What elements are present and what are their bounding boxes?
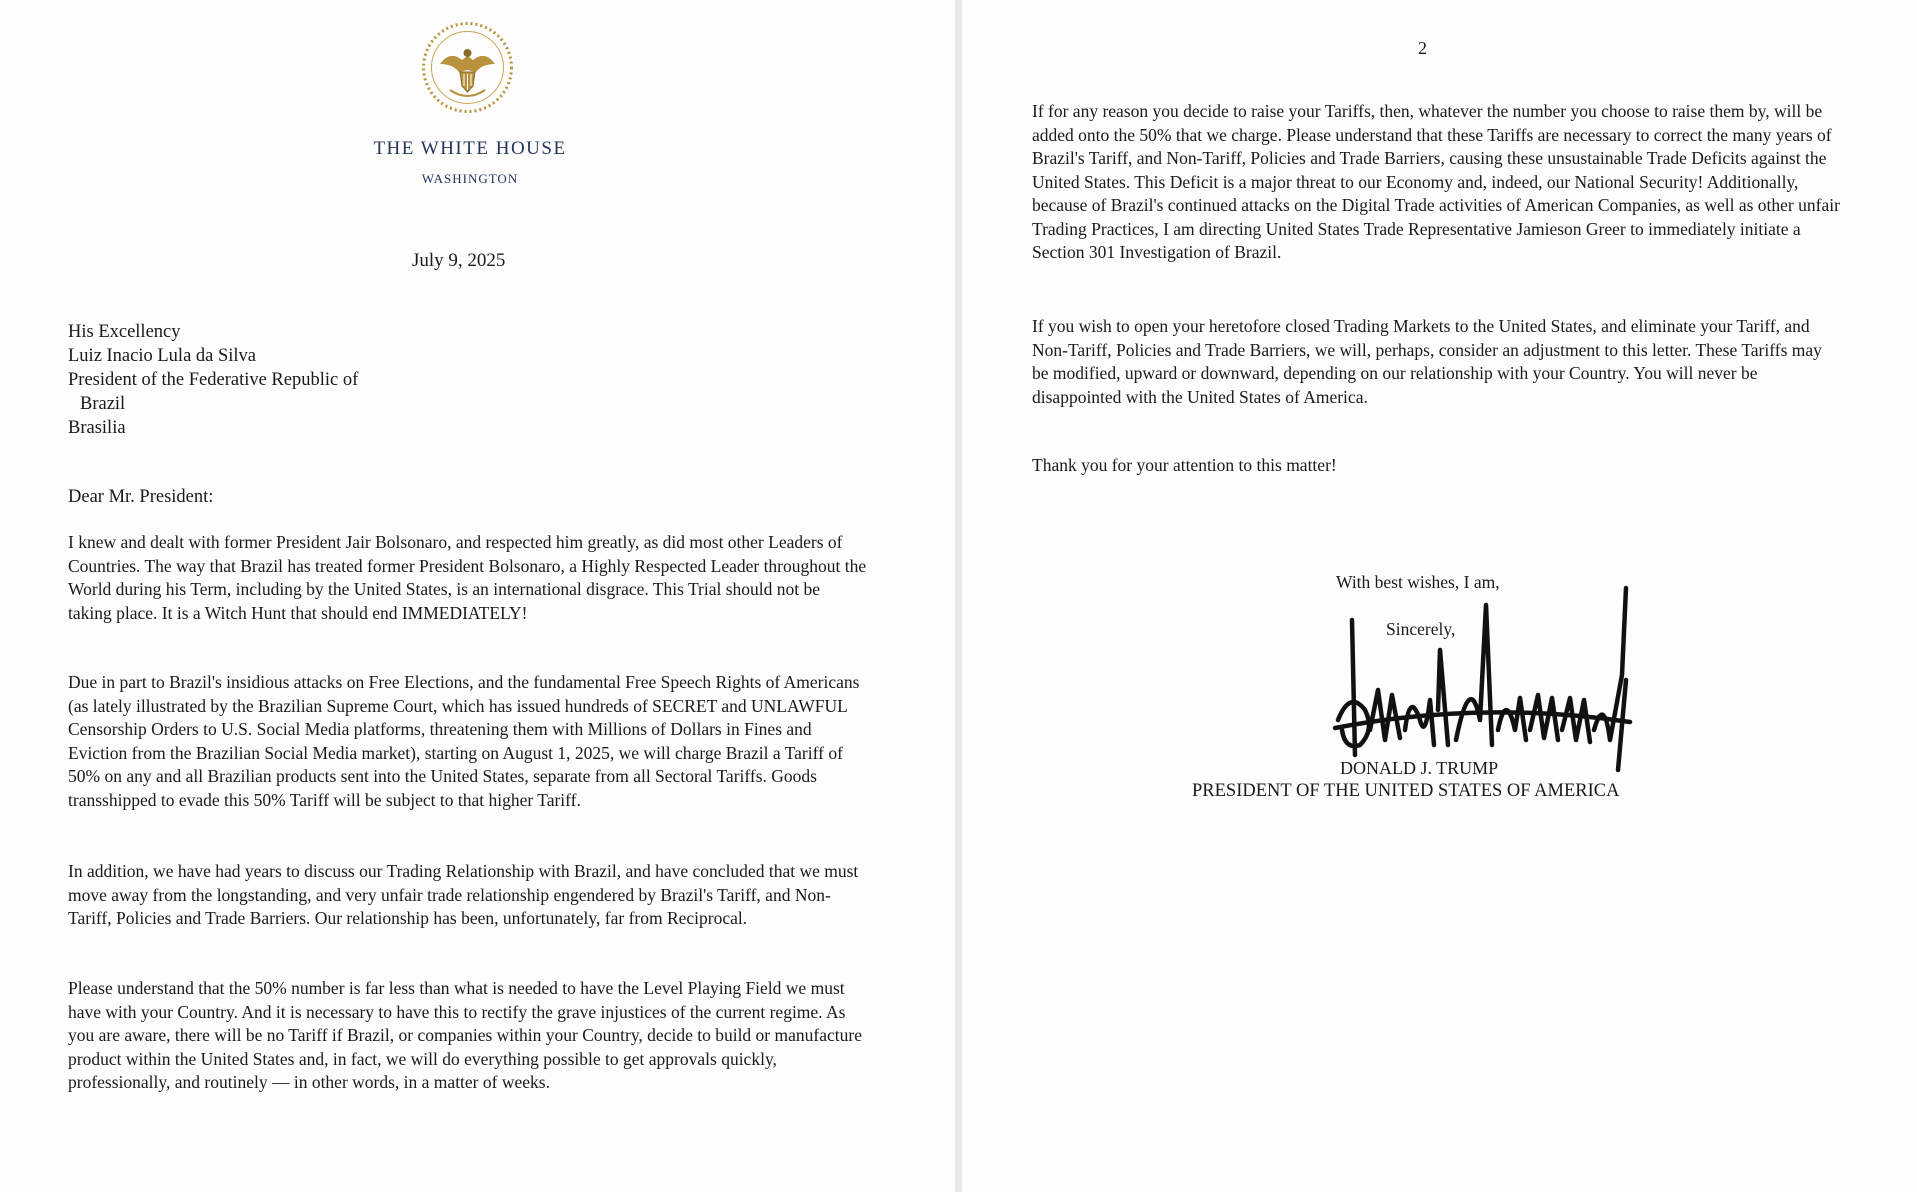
body-paragraph: I knew and dealt with former President Jair Bolsonaro, and respected him greatly, as did most other Leaders of Countries. The way that Brazil has treated former President Bolsonaro, a Highly Respected Leader throughout the World during his Term, including by the United States, is an international disgrace. This Trial should not be taking place. It is a Witch Hunt that should end IMMEDIATELY!	[68, 532, 867, 623]
address-line: President of the Federative Republic of	[68, 370, 359, 390]
letter-page-2	[962, 0, 1917, 1192]
letterhead-subtitle: WASHINGTON	[421, 171, 519, 186]
signer-name: DONALD J. TRUMP	[1340, 758, 1499, 778]
salutation: Dear Mr. President:	[68, 487, 214, 507]
handwritten-signature-icon	[1330, 580, 1650, 780]
page-number: 2	[1418, 38, 1427, 58]
address-line: Brasilia	[68, 418, 126, 438]
body-paragraph: If for any reason you decide to raise your Tariffs, then, whatever the number you choose to raise them by, will be added onto the 50% that we charge. Please understand that these Tariffs are necessary to correct the many years of Brazil's Tariff, and Non-Tariff, Policies and Trade Barriers, causing these unsustainable Trade Deficits against the United States. This Deficit is a major threat to our Economy and, indeed, our National Security! Additionally, because of Brazil's continued attacks on the Digital Trade activities of American Companies, as well as other unfair Trading Practices, I am directing United States Trade Representative Jamieson Greer to immediately initiate a Section 301 Investigation of Brazil.	[1032, 101, 1840, 262]
sincerely-line: Sincerely,	[1386, 619, 1456, 639]
body-paragraph: In addition, we have had years to discuss our Trading Relationship with Brazil, and have concluded that we must move away from the longstanding, and very unfair trade relationship engendered by Brazil's Tariff, and Non-Tariff, Policies and Trade Barriers. Our relationship has been, unfortunately, far from Reciprocal.	[68, 861, 859, 928]
body-paragraph: Due in part to Brazil's insidious attacks on Free Elections, and the fundamental Free Speech Rights of Americans (as lately illustrated by the Brazilian Supreme Court, which has issued hundreds of SECRET and UNLAWFUL Censorship Orders to U.S. Social Media platforms, threatening them with Millions of Dollars in Fines and Eviction from the Brazilian Social Media market), starting on August 1, 2025, we will charge Brazil a Tariff of 50% on any and all Brazilian products sent into the United States, separate from all Sectoral Tariffs. Goods transshipped to evade this 50% Tariff will be subject to that higher Tariff.	[68, 672, 860, 810]
signer-title: PRESIDENT OF THE UNITED STATES OF AMERICA	[1192, 781, 1620, 801]
body-paragraph: Thank you for your attention to this matter!	[1032, 455, 1337, 475]
letterhead-title: THE WHITE HOUSE	[373, 138, 567, 159]
address-line: Luiz Inacio Lula da Silva	[68, 346, 257, 366]
letter-date: July 9, 2025	[412, 250, 506, 271]
address-line: Brazil	[80, 394, 126, 414]
recipient-address	[68, 320, 358, 440]
closing-line: With best wishes, I am,	[1336, 572, 1500, 592]
body-paragraph: If you wish to open your heretofore closed Trading Markets to the United States, and eliminate your Tariff, and Non-Tariff, Policies and Trade Barriers, we will, perhaps, consider an adjustment to this letter. These Tariffs may be modified, upward or downward, depending on our relationship with your Country. You will never be disappointed with the United States of America.	[1032, 316, 1822, 407]
letter-page-1	[0, 0, 955, 1192]
presidential-seal-icon	[420, 20, 515, 115]
address-line: His Excellency	[68, 322, 181, 342]
body-paragraph: Please understand that the 50% number is far less than what is needed to have the Level Playing Field we must have with your Country. And it is necessary to have this to rectify the grave injustices of the current regime. As you are aware, there will be no Tariff if Brazil, or companies within your Country, decide to build or manufacture product within the United States and, in fact, we will do everything possible to get approvals quickly, professionally, and routinely — in other words, in a matter of weeks.	[68, 978, 862, 1092]
